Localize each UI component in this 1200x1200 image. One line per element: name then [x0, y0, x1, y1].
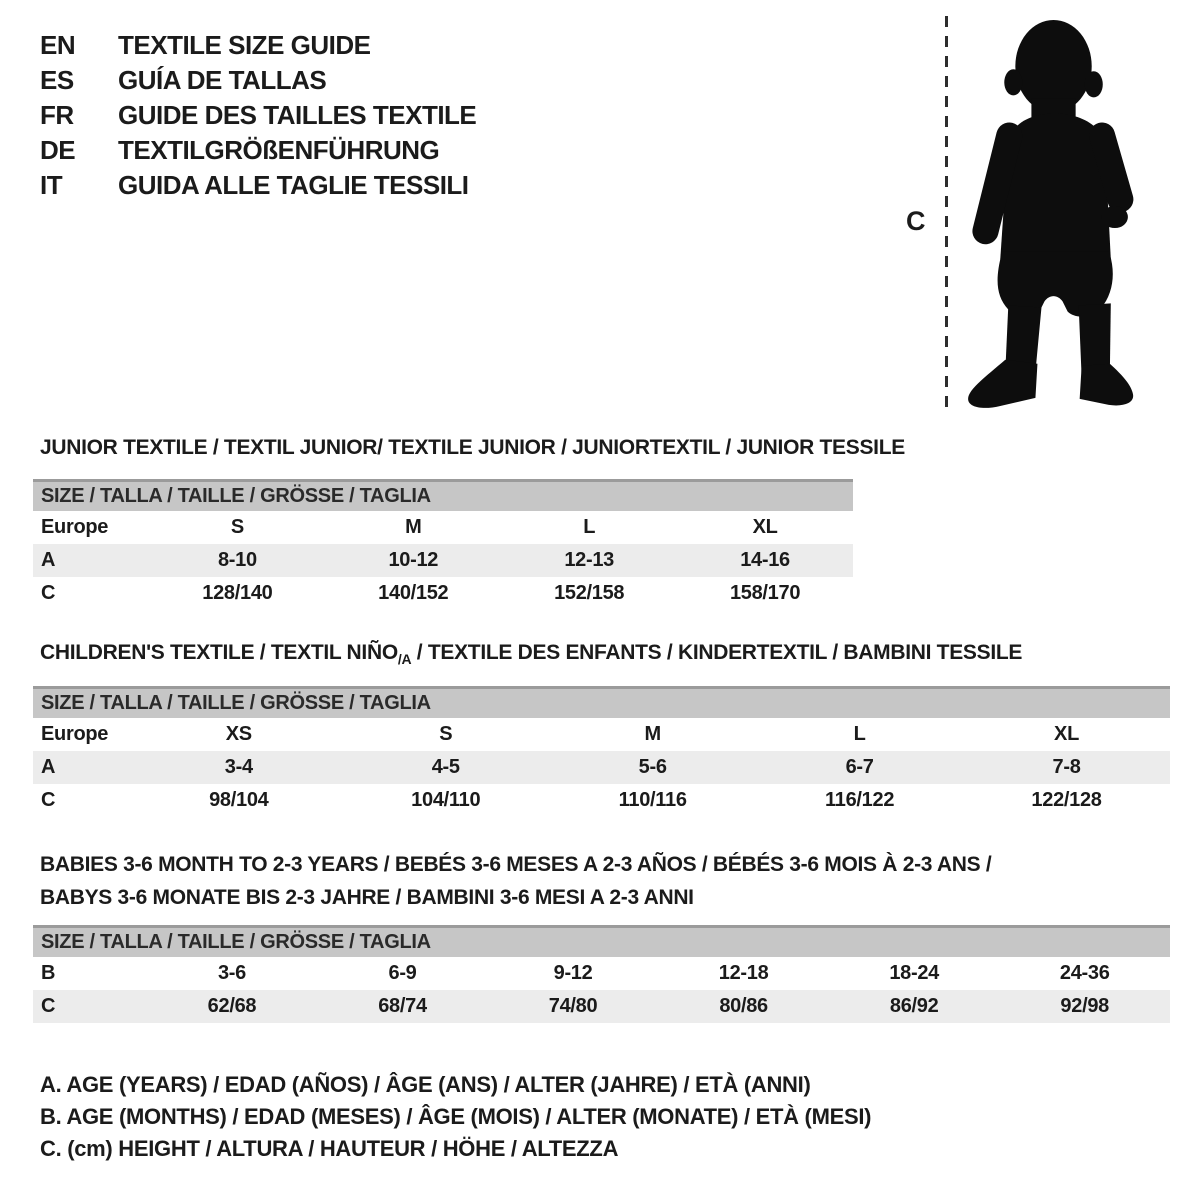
age-cell: 6-9 [388, 962, 417, 984]
children-size-table [33, 686, 1170, 817]
lang-code-it: IT [40, 170, 63, 200]
lang-row-de [40, 133, 476, 168]
lang-row-en [40, 28, 476, 63]
height-cell: 62/68 [207, 995, 257, 1017]
height-cell: 152/158 [554, 582, 625, 604]
age-cell: 4-5 [431, 756, 460, 778]
legend [40, 1069, 871, 1165]
height-measure-label: C [906, 206, 926, 236]
junior-section-title: JUNIOR TEXTILE / TEXTIL JUNIOR/ TEXTILE JUNIOR / JUNIORTEXTIL / JUNIOR TESSILE [40, 436, 905, 459]
height-cell: 128/140 [202, 582, 273, 604]
children-title-post: / TEXTILE DES ENFANTS / KINDERTEXTIL / BAMBINI TESSILE [411, 641, 1023, 664]
age-cell: 6-7 [845, 756, 874, 778]
size-cell: M [644, 723, 661, 745]
babies-section-title [40, 848, 991, 914]
junior-age-row [33, 544, 853, 577]
age-cell: 3-4 [224, 756, 253, 778]
size-cell: M [405, 516, 422, 538]
height-cell: 122/128 [1031, 789, 1102, 811]
height-cell: 158/170 [729, 582, 801, 604]
children-title-sub: /A [397, 651, 412, 667]
height-cell: 116/122 [825, 789, 895, 811]
children-size-header: SIZE / TALLA / TAILLE / GRÖSSE / TAGLIA [33, 686, 1170, 718]
lang-label-en: TEXTILE SIZE GUIDE [118, 30, 371, 60]
size-cell: XL [752, 516, 778, 538]
row-label: Europe [41, 516, 109, 538]
babies-size-header: SIZE / TALLA / TAILLE / GRÖSSE / TAGLIA [33, 925, 1170, 957]
lang-label-es: GUÍA DE TALLAS [118, 65, 327, 95]
age-cell: 18-24 [889, 962, 939, 984]
lang-row-fr [40, 98, 476, 133]
babies-size-table [33, 925, 1170, 1023]
age-cell: 8-10 [217, 549, 257, 571]
height-measure-line [945, 16, 948, 416]
junior-size-table [33, 479, 853, 610]
children-height-row [33, 784, 1170, 817]
age-cell: 12-18 [718, 962, 769, 984]
lang-row-it [40, 168, 476, 203]
height-cell: 104/110 [411, 789, 481, 811]
children-age-row [33, 751, 1170, 784]
lang-row-es [40, 63, 476, 98]
row-label: C [41, 789, 56, 811]
size-cell: S [439, 723, 453, 745]
junior-europe-row [33, 511, 853, 544]
lang-code-es: ES [40, 65, 74, 95]
age-cell: 24-36 [1059, 962, 1110, 984]
row-label: A [41, 756, 56, 778]
lang-label-de: TEXTILGRÖßENFÜHRUNG [118, 135, 440, 165]
age-cell: 3-6 [217, 962, 246, 984]
language-title-block [40, 28, 476, 203]
legend-line-a: A. AGE (YEARS) / EDAD (AÑOS) / ÂGE (ANS) / ALTER (JAHRE) / ETÀ (ANNI) [40, 1072, 811, 1097]
row-label: C [41, 582, 56, 604]
size-cell: S [230, 516, 244, 538]
height-cell: 140/152 [378, 582, 449, 604]
junior-size-header: SIZE / TALLA / TAILLE / GRÖSSE / TAGLIA [33, 479, 853, 511]
babies-height-row [33, 990, 1170, 1023]
height-cell: 110/116 [618, 789, 687, 811]
age-cell: 14-16 [740, 549, 790, 571]
height-cell: 86/92 [889, 995, 939, 1017]
size-cell: XL [1054, 723, 1079, 745]
lang-code-fr: FR [40, 100, 74, 130]
lang-code-de: DE [40, 135, 76, 165]
legend-line-b: B. AGE (MONTHS) / EDAD (MESES) / ÂGE (MOIS) / ALTER (MONATE) / ETÀ (MESI) [40, 1104, 872, 1129]
babies-title-line1: BABIES 3-6 MONTH TO 2-3 YEARS / BEBÉS 3-6 MESES A 2-3 AÑOS / BÉBÉS 3-6 MOIS À 2-3 ANS / [40, 853, 992, 876]
lang-label-it: GUIDA ALLE TAGLIE TESSILI [118, 170, 469, 200]
age-cell: 12-13 [564, 549, 614, 571]
children-title-pre: CHILDREN'S TEXTILE / TEXTIL NIÑO [40, 641, 398, 664]
lang-code-en: EN [40, 30, 76, 60]
height-cell: 92/98 [1060, 995, 1109, 1017]
junior-height-row [33, 577, 853, 610]
size-cell: L [583, 516, 596, 538]
height-cell: 68/74 [378, 995, 427, 1017]
legend-line-c: C. (cm) HEIGHT / ALTURA / HAUTEUR / HÖHE / ALTEZZA [40, 1136, 619, 1161]
age-cell: 9-12 [553, 962, 593, 984]
row-label: B [41, 962, 56, 984]
children-section-title [40, 641, 1022, 667]
size-cell: XS [225, 723, 252, 745]
lang-label-fr: GUIDE DES TAILLES TEXTILE [118, 100, 477, 130]
children-europe-row [33, 718, 1170, 751]
babies-age-row [33, 957, 1170, 990]
babies-title-line2: BABYS 3-6 MONATE BIS 2-3 JAHRE / BAMBINI 3-6 MESI A 2-3 ANNI [40, 886, 694, 909]
toddler-silhouette-icon [957, 16, 1140, 418]
height-cell: 74/80 [548, 995, 598, 1017]
row-label: Europe [41, 723, 109, 745]
height-cell: 80/86 [719, 995, 768, 1017]
age-cell: 10-12 [388, 549, 439, 571]
row-label: A [41, 549, 56, 571]
size-cell: L [853, 723, 866, 745]
age-cell: 7-8 [1052, 756, 1081, 778]
height-cell: 98/104 [209, 789, 269, 811]
age-cell: 5-6 [638, 756, 667, 778]
row-label: C [41, 995, 56, 1017]
